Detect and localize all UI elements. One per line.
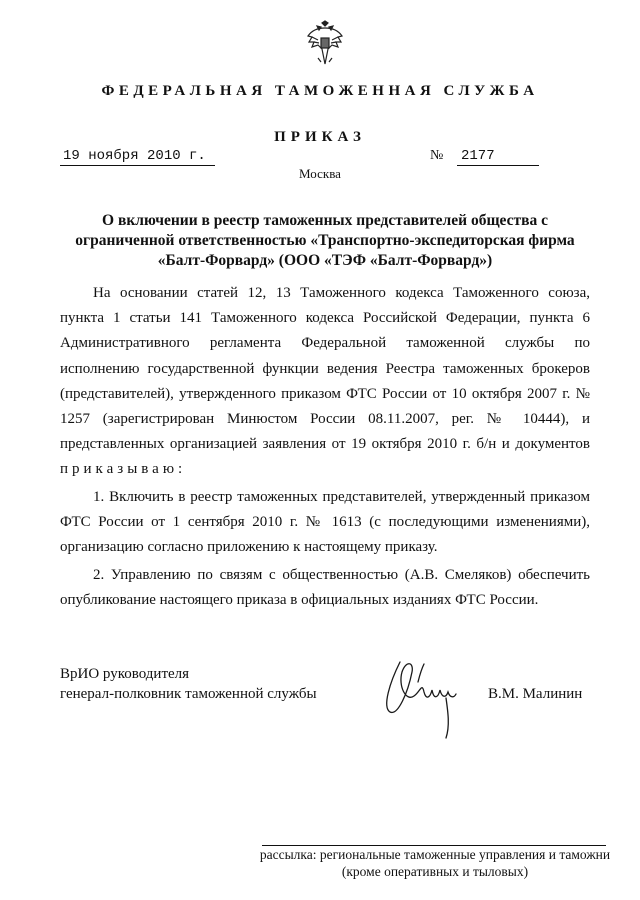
document-title: О включении в реестр таможенных представителей общества с ограниченной ответственностью «Транспортно-экспедиторская фирма «Балт-Форвард» (ООО «ТЭФ «Балт-Форвард»)	[75, 212, 575, 269]
body-paragraph-basis	[60, 281, 590, 483]
order-word: приказываю:	[60, 461, 187, 478]
position-line-2: генерал-полковник таможенной службы	[60, 686, 317, 702]
mailing-list	[250, 846, 620, 880]
document-city: Москва	[299, 166, 341, 181]
body-paragraph-1: 1. Включить в реестр таможенных представителей, утвержденный приказом ФТС России от 1 сентября 2010 г. № 1613 (с последующими изменениями), организацию согласно приложению к настоящему приказу.	[60, 489, 590, 556]
mailing-line-2: (кроме оперативных и тыловых)	[341, 864, 529, 879]
document-number: 2177	[461, 148, 495, 164]
mailing-line-1: рассылка: региональные таможенные управления и таможни	[259, 847, 611, 862]
document-type: ПРИКАЗ	[274, 129, 366, 145]
document-date: 19 ноября 2010 г.	[63, 148, 206, 164]
agency-name: ФЕДЕРАЛЬНАЯ ТАМОЖЕННАЯ СЛУЖБА	[101, 83, 539, 99]
coat-of-arms-icon	[306, 20, 344, 66]
number-label: №	[430, 148, 444, 163]
signatory-position	[60, 664, 317, 704]
signature-icon	[372, 652, 472, 742]
body-paragraph-2: 2. Управлению по связям с общественностью (А.В. Смеляков) обеспечить опубликование настоящего приказа в официальных изданиях ФТС России.	[60, 567, 590, 609]
signatory-name: В.М. Малинин	[488, 686, 583, 702]
position-line-1: ВрИО руководителя	[60, 666, 190, 682]
basis-text: На основании статей 12, 13 Таможенного кодекса Таможенного союза, пункта 1 статьи 141 Таможенного кодекса Российской Федерации, пункта 6 Административного регламента Федеральной таможенной службы по исполнению государственной функции ведения Реестра таможенных брокеров (представителей), утвержденного приказом ФТС России от 10 октября 2007 г. № 1257 (зарегистрирован Минюстом России 08.11.2007, рег. № 10444), и представленных организацией заявления от 19 октября 2010 г. б/н и документов	[60, 285, 590, 453]
